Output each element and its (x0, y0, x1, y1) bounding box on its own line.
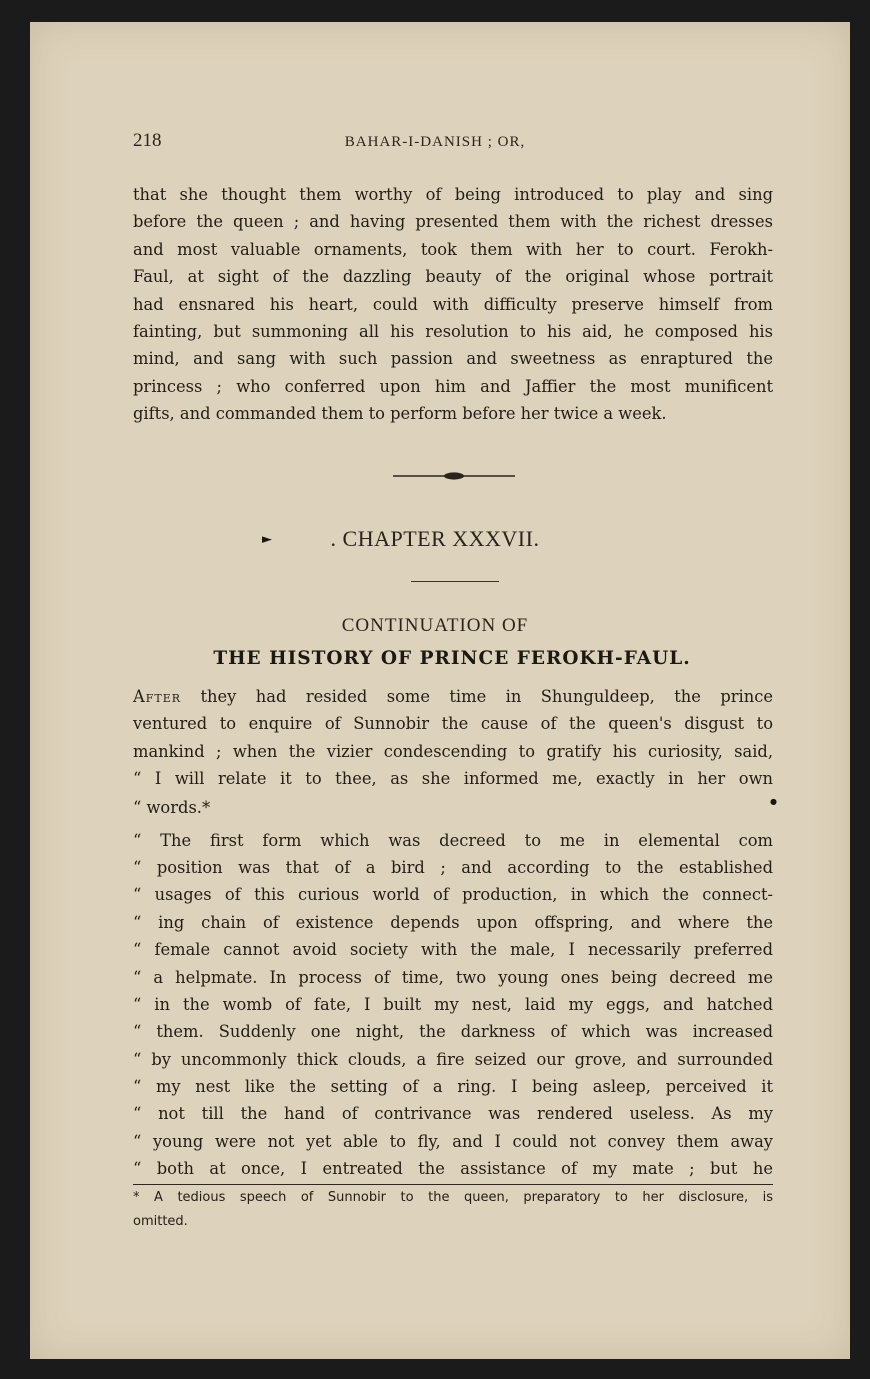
page-number: 218 (133, 130, 162, 151)
section-ornament (393, 470, 515, 482)
text-line: mind, and sang with such passion and sweetness as enraptured the (133, 349, 773, 369)
text-line: “ both at once, I entreated the assistance of my mate ; but he (133, 1159, 773, 1179)
text-line: “ them. Suddenly one night, the darkness of which was increased (133, 1022, 773, 1042)
text-line: “ The first form which was decreed to me in elemental com (133, 830, 773, 850)
chapter-heading: . CHAPTER XXXVII. (330, 526, 540, 551)
footnote-line: * A tedious speech of Sunnobir to the queen, preparatory to her disclosure, is (133, 1190, 773, 1205)
text-line: “ in the womb of fate, I built my nest, laid my eggs, and hatched (133, 994, 773, 1014)
text-line: “ by uncommonly thick clouds, a fire seized our grove, and surrounded (133, 1049, 773, 1069)
text-line: “ young were not yet able to fly, and I could not convey them away (133, 1131, 773, 1151)
text-line: “ I will relate it to thee, as she informed me, exactly in her own (133, 769, 773, 789)
text-line-rest: they had resided some time in Shunguldeep, the prince (181, 687, 773, 706)
running-head: BAHAR-I-DANISH ; OR, (344, 134, 526, 150)
chapter-subheading: CONTINUATION OF (341, 615, 529, 636)
opening-word: After (133, 687, 182, 706)
text-line: before the queen ; and having presented them with the richest dresses (133, 212, 773, 232)
text-line: ventured to enquire of Sunnobir the cause of the queen's disgust to (133, 714, 773, 734)
chapter-title: THE HISTORY OF PRINCE FEROKH-FAUL. (213, 648, 691, 669)
text-line: had ensnared his heart, could with difficulty preserve himself from (133, 294, 773, 314)
footnote-rule (133, 1184, 773, 1185)
chapter-rule (411, 581, 499, 582)
text-line (133, 683, 773, 710)
text-line: “ my nest like the setting of a ring. I being asleep, perceived it (133, 1077, 773, 1097)
chapter-paragraph (133, 683, 773, 1183)
text-line: that she thought them worthy of being introduced to play and sing (133, 185, 773, 204)
text-line: Faul, at sight of the dazzling beauty of the original whose portrait (133, 267, 773, 287)
text-line: “ ing chain of existence depends upon offspring, and where the (133, 912, 773, 932)
text-line: “ words.* (133, 797, 211, 817)
text-line: “ usages of this curious world of production, in which the connect- (133, 885, 773, 905)
text-line: “ a helpmate. In process of time, two young ones being decreed me (133, 967, 773, 987)
text-line: “ not till the hand of contrivance was rendered useless. As my (133, 1104, 773, 1124)
opening-paragraph (133, 181, 773, 428)
text-line: princess ; who conferred upon him and Jaffier the most munificent (133, 376, 773, 396)
text-line: mankind ; when the vizier condescending to gratify his curiosity, said, (133, 741, 773, 761)
text-line: fainting, but summoning all his resolution to his aid, he composed his (133, 321, 773, 341)
text-line: “ female cannot avoid society with the male, I necessarily preferred (133, 940, 773, 960)
text-line: “ position was that of a bird ; and according to the established (133, 857, 773, 877)
footnote-line: omitted. (133, 1214, 188, 1229)
footnote (133, 1186, 773, 1234)
text-line: and most valuable ornaments, took them with her to court. Ferokh- (133, 239, 773, 259)
ink-speck: ● (770, 797, 777, 806)
printer-mark: ► (262, 532, 272, 547)
text-line: gifts, and commanded them to perform before her twice a week. (133, 404, 667, 424)
